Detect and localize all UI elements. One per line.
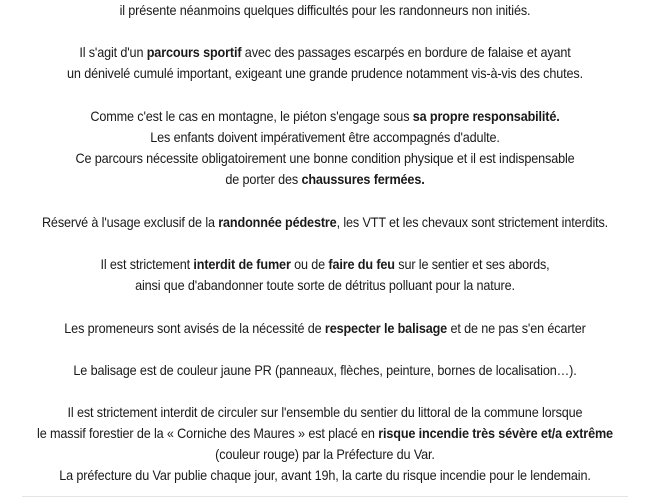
text-line	[23, 42, 628, 63]
text-line: Les enfants doivent impérativement être accompagnés d'adulte.	[150, 130, 500, 145]
paragraph-intro	[23, 0, 628, 21]
paragraph-markings	[23, 318, 628, 339]
bold-text-parcours-sportif: parcours sportif	[146, 45, 242, 60]
text-line	[23, 254, 628, 275]
bold-text-interdit-fumer: interdit de fumer	[193, 257, 291, 272]
text-run: Réservé à l'usage exclusif de la	[41, 215, 219, 230]
text-line	[23, 169, 628, 190]
text-run: ou de	[290, 257, 329, 272]
text-run: Les promeneurs sont avisés de la nécessité de	[64, 321, 325, 336]
text-line: (couleur rouge) par la Préfecture du Var.	[215, 447, 435, 462]
paragraph-sport-route	[23, 42, 628, 84]
text-run: sur le sentier et ses abords,	[394, 257, 550, 272]
paragraph-pedestrian-only	[23, 212, 628, 233]
text-line: Le balisage est de couleur jaune PR (panneaux, flèches, peinture, bornes de localisation…).	[73, 363, 577, 378]
text-run: Comme c'est le cas en montagne, le piéton s'engage sous	[90, 109, 413, 124]
text-run: Il s'agit d'un	[79, 45, 147, 60]
text-run: et de ne pas s'en écarter	[447, 321, 586, 336]
bold-text-chaussures: chaussures fermées.	[301, 172, 425, 187]
text-line: il présente néanmoins quelques difficultés pour les randonneurs non initiés.	[119, 3, 531, 18]
bold-text-randonnee: randonnée pédestre	[218, 215, 337, 230]
text-line: Ce parcours nécessite obligatoirement une bonne condition physique et il est indispensable	[75, 151, 575, 166]
text-run: de porter des	[225, 172, 302, 187]
text-line: Il est strictement interdit de circuler sur l'ensemble du sentier du littoral de la commune lorsque	[67, 405, 583, 420]
text-line	[23, 318, 628, 339]
text-run: , les VTT et les chevaux sont strictement interdits.	[336, 215, 609, 230]
text-run: avec des passages escarpés en bordure de falaise et ayant	[241, 45, 571, 60]
paragraph-marking-color	[23, 360, 628, 381]
paragraph-fire-risk	[23, 402, 628, 486]
text-line	[23, 423, 628, 444]
bold-text-risque-incendie: risque incendie très sévère et/a extrême	[378, 426, 613, 441]
paragraph-no-fire	[23, 254, 628, 296]
paragraph-responsibility	[23, 106, 628, 190]
text-line: un dénivelé cumulé important, exigeant une grande prudence notamment vis-à-vis des chutes.	[67, 66, 583, 81]
text-run: Il est strictement	[100, 257, 194, 272]
text-line	[23, 106, 628, 127]
text-run: le massif forestier de la « Corniche des Maures » est placé en	[37, 426, 379, 441]
bold-text-responsabilite: sa propre responsabilité.	[412, 109, 560, 124]
text-line: La préfecture du Var publie chaque jour, avant 19h, la carte du risque incendie pour le lendemain.	[59, 468, 591, 483]
text-line	[23, 212, 628, 233]
bold-text-feu: faire du feu	[328, 257, 395, 272]
text-line: ainsi que d'abandonner toute sorte de détritus polluant pour la nature.	[135, 278, 515, 293]
bold-text-balisage: respecter le balisage	[324, 321, 448, 336]
divider	[22, 496, 628, 497]
